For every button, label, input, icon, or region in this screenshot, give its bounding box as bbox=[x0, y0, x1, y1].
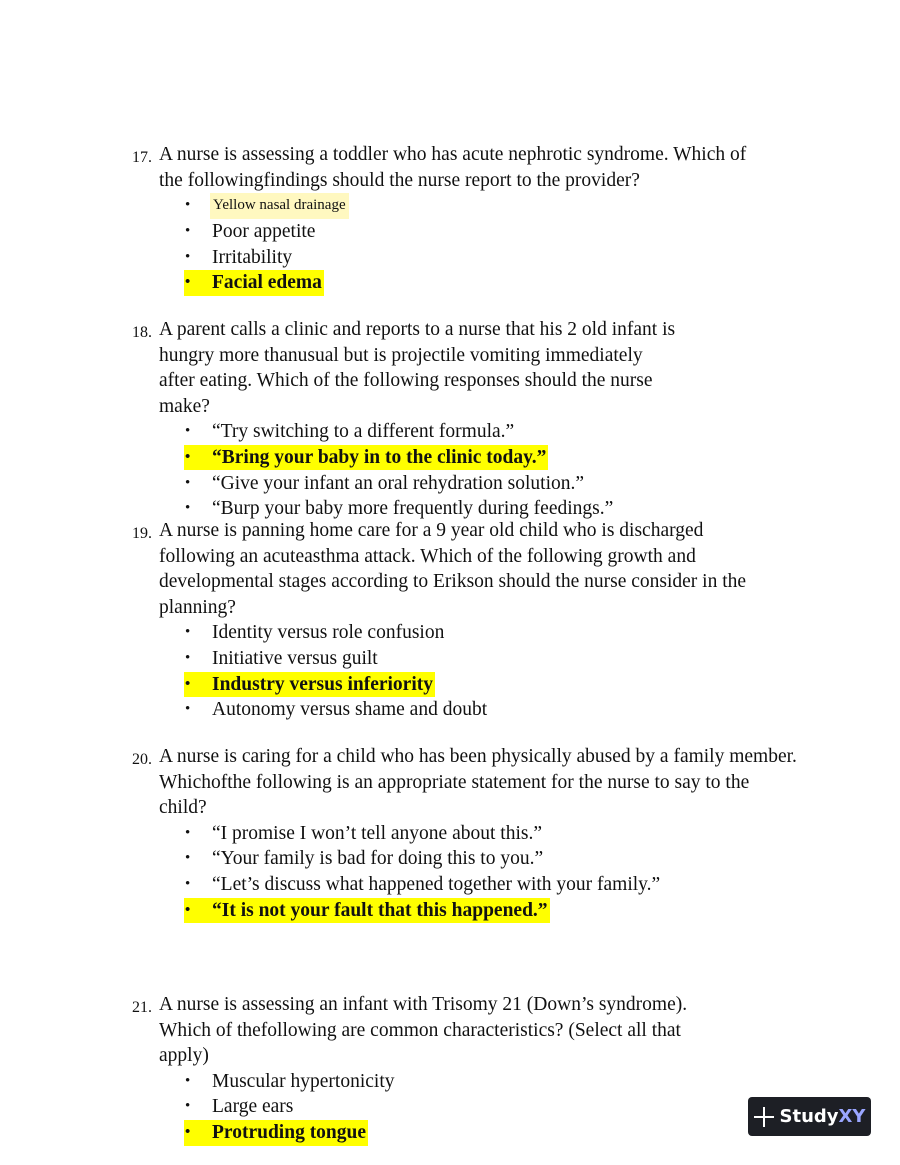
options-list bbox=[184, 419, 792, 522]
question-text: A nurse is panning home care for a 9 year old child who is discharged following an acuteasthma attack. Which of the following growth and developmental stages according to Erikson should the nurse consider in the planning? bbox=[159, 520, 747, 618]
option: • “Give your infant an oral rehydration solution.” bbox=[185, 472, 585, 494]
option: • Identity versus role confusion bbox=[185, 622, 445, 643]
question-number: 18. bbox=[132, 324, 152, 341]
option-correct: • Industry versus inferiority bbox=[184, 672, 792, 698]
question-19 bbox=[132, 518, 792, 723]
question-stem bbox=[132, 518, 749, 620]
option: • “Let’s discuss what happened together with your family.” bbox=[185, 874, 661, 896]
question-21 bbox=[132, 992, 792, 1146]
question-text: A nurse is assessing an infant with Trisomy 21 (Down’s syndrome). Which of thefollowing are common characteristics? (Select all that apply) bbox=[159, 994, 688, 1066]
question-text: A nurse is assessing a toddler who has acute nephrotic syndrome. Which of the followingfindings should the nurse report to the provider? bbox=[159, 144, 747, 191]
option: • Yellow nasal drainage bbox=[184, 193, 792, 219]
options-list bbox=[184, 821, 792, 924]
question-17 bbox=[132, 142, 792, 296]
option: • Irritability bbox=[185, 246, 293, 268]
option: • “Your family is bad for doing this to you.” bbox=[185, 848, 544, 870]
option: • Autonomy versus shame and doubt bbox=[185, 699, 488, 721]
question-stem bbox=[132, 744, 799, 821]
options-list bbox=[184, 620, 792, 723]
option: • Large ears bbox=[185, 1096, 294, 1118]
question-text: A nurse is caring for a child who has been physically abused by a family member. Whichofthe following is an appropriate statement for the nurse to say to the child? bbox=[159, 746, 797, 818]
options-list bbox=[184, 1069, 792, 1146]
options-list bbox=[184, 193, 792, 296]
question-text: A parent calls a clinic and reports to a nurse that his 2 old infant is hungry more thanusual but is projectile vomiting immediately after eating. Which of the following responses should the nurse make? bbox=[159, 319, 676, 417]
option: • Poor appetite bbox=[185, 220, 316, 242]
option-correct: • “Bring your baby in to the clinic today.” bbox=[184, 445, 792, 471]
question-stem bbox=[132, 992, 724, 1069]
question-18 bbox=[132, 317, 792, 522]
option: • Muscular hypertonicity bbox=[185, 1070, 395, 1092]
option: • Initiative versus guilt bbox=[185, 647, 378, 669]
option: • “Burp your baby more frequently during feedings.” bbox=[185, 498, 614, 520]
logo-text: StudyXY bbox=[779, 1106, 866, 1127]
option: • “I promise I won’t tell anyone about this.” bbox=[185, 822, 542, 844]
question-20 bbox=[132, 744, 797, 924]
option: • “Try switching to a different formula.” bbox=[185, 421, 515, 442]
option-correct: • “It is not your fault that this happened.” bbox=[184, 898, 792, 924]
question-number: 21. bbox=[132, 999, 152, 1016]
question-number: 19. bbox=[132, 525, 152, 542]
question-stem bbox=[132, 142, 759, 193]
question-stem bbox=[132, 317, 679, 419]
question-number: 20. bbox=[132, 751, 152, 768]
studyxy-logo-button[interactable] bbox=[748, 1097, 871, 1136]
option-correct: • Protruding tongue bbox=[184, 1120, 792, 1146]
plus-icon bbox=[754, 1107, 774, 1127]
question-number: 17. bbox=[132, 149, 152, 166]
option-correct: • Facial edema bbox=[184, 270, 792, 296]
